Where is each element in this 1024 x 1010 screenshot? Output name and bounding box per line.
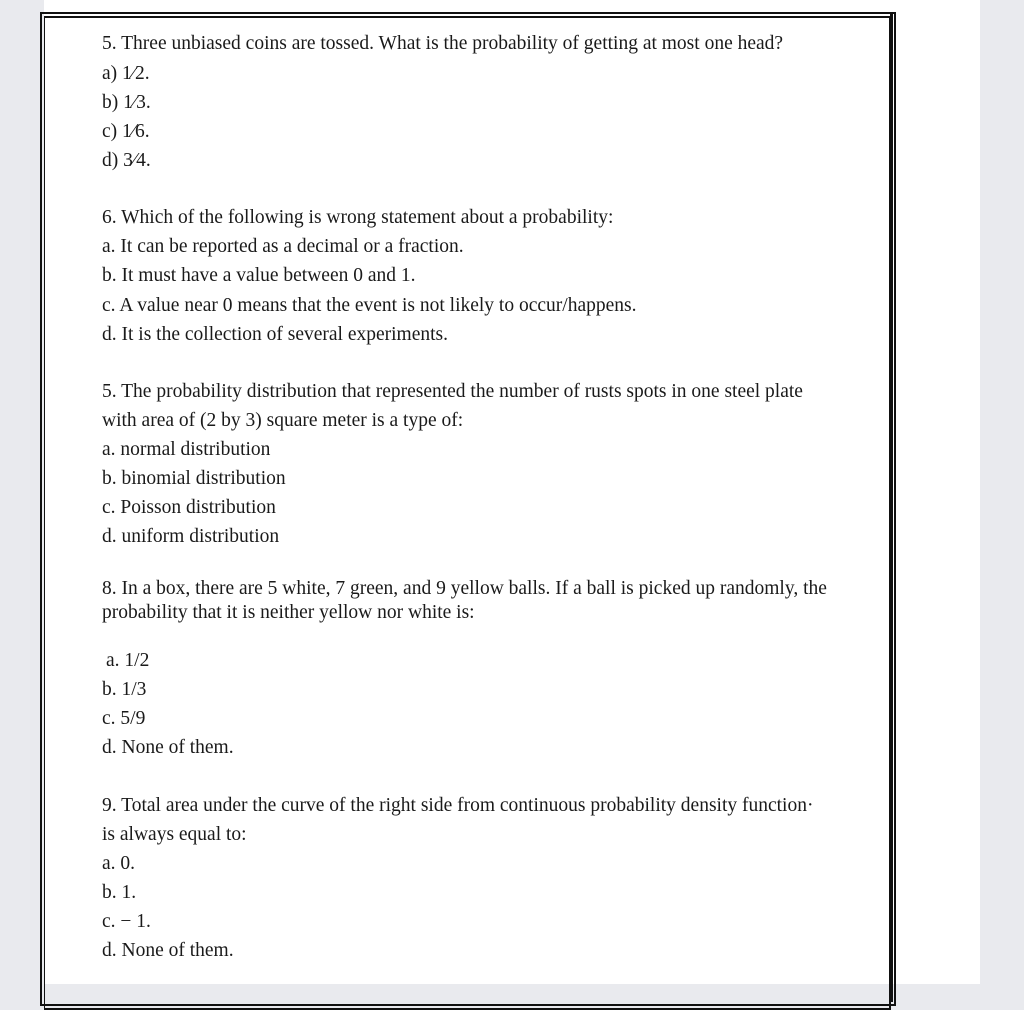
question-5-option-b: b. 1.	[102, 882, 137, 903]
question-1-text: 5. Three unbiased coins are tossed. What is the probability of getting at most one head?	[102, 33, 784, 54]
page-border-right	[890, 12, 893, 1002]
question-5-text-line-2: is always equal to:	[102, 824, 247, 845]
question-1-option-d: d) 3⁄4.	[102, 150, 151, 171]
question-4-option-a: a. 1/2	[106, 650, 150, 671]
question-2-text: 6. Which of the following is wrong statement about a probability:	[102, 207, 614, 228]
question-3-text-line-2: with area of (2 by 3) square meter is a type of:	[102, 410, 464, 431]
question-4-text-line-1: 8. In a box, there are 5 white, 7 green, and 9 yellow balls. If a ball is picked up randomly, the	[102, 578, 827, 599]
question-5-text-line-1: 9. Total area under the curve of the right side from continuous probability density function·	[102, 795, 814, 816]
question-5-option-a: a. 0.	[102, 853, 136, 874]
question-4-option-b: b. 1/3	[102, 679, 147, 700]
question-1-option-c: c) 1⁄6.	[102, 121, 150, 142]
question-1-option-b: b) 1⁄3.	[102, 92, 151, 113]
question-3-option-d: d. uniform distribution	[102, 526, 280, 547]
question-2-option-a: a. It can be reported as a decimal or a fraction.	[102, 236, 464, 257]
question-4-text-line-2: probability that it is neither yellow nor white is:	[102, 602, 475, 623]
question-5-option-c: c. − 1.	[102, 911, 151, 932]
question-2-option-c: c. A value near 0 means that the event is not likely to occur/happens.	[102, 295, 637, 316]
question-3-option-a: a. normal distribution	[102, 439, 271, 460]
question-1-option-a: a) 1⁄2.	[102, 63, 150, 84]
question-3-option-b: b. binomial distribution	[102, 468, 286, 489]
question-2-option-d: d. It is the collection of several experiments.	[102, 324, 449, 345]
question-4-option-d: d. None of them.	[102, 737, 234, 758]
question-3-option-c: c. Poisson distribution	[102, 497, 276, 518]
question-3-text-line-1: 5. The probability distribution that represented the number of rusts spots in one steel plate	[102, 381, 803, 402]
question-4-option-c: c. 5/9	[102, 708, 146, 729]
question-2-option-b: b. It must have a value between 0 and 1.	[102, 265, 416, 286]
question-5-option-d: d. None of them.	[102, 940, 234, 961]
